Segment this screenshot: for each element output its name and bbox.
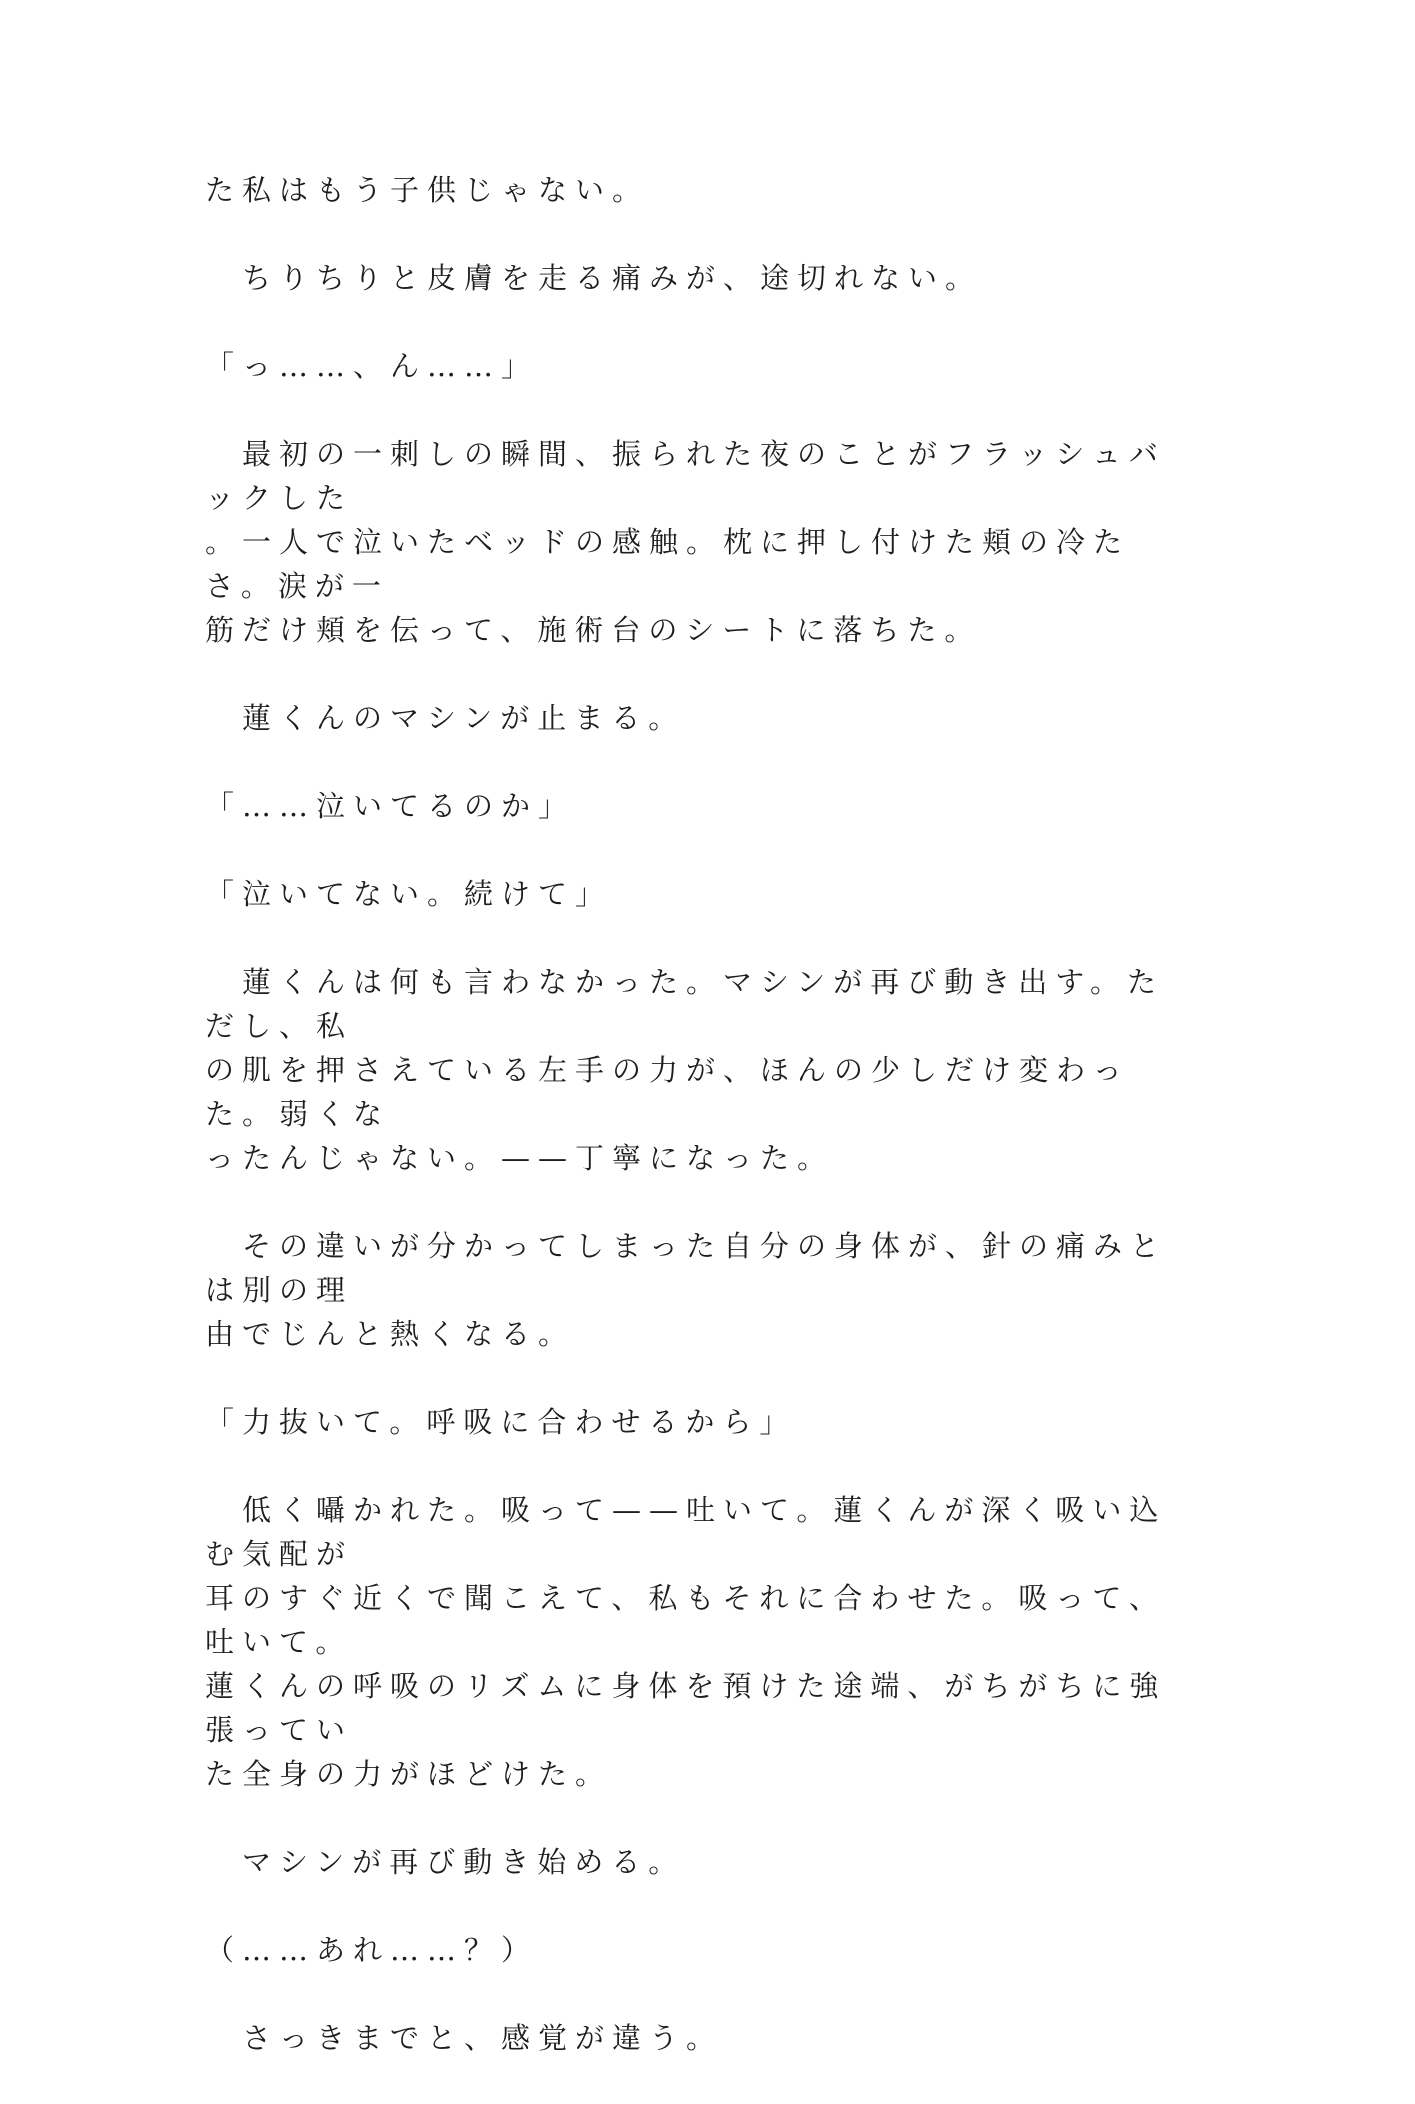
paragraph: マシンが再び動き始める。 xyxy=(205,1845,686,1879)
dialogue-line: 「……泣いてるのか」 xyxy=(205,789,576,823)
body-text xyxy=(205,168,1195,2104)
paragraph: その違いが分かってしまった自分の身体が、針の痛みとは別の理 由でじんと熱くなる。 xyxy=(205,1229,1168,1351)
paragraph: さっきまでと、感覚が違う。 xyxy=(205,2021,724,2055)
inner-thought-line: （……あれ……？） xyxy=(205,1933,539,1967)
dialogue-line: 「っ……、ん……」 xyxy=(205,349,539,383)
paragraph: 最初の一刺しの瞬間、振られた夜のことがフラッシュバックした 。一人で泣いたベッドの感触。枕に押し付けた頬の冷たさ。涙が一 筋だけ頬を伝って、施術台のシートに落ちた。 xyxy=(205,437,1166,647)
paragraph: 蓮くんのマシンが止まる。 xyxy=(205,701,686,735)
paragraph: た私はもう子供じゃない。 xyxy=(205,173,650,207)
dialogue-line: 「泣いてない。続けて」 xyxy=(205,877,613,911)
paragraph: 低く囁かれた。吸って——吐いて。蓮くんが深く吸い込む気配が 耳のすぐ近くで聞こえて、私もそれに合わせた。吸って、吐いて。 蓮くんの呼吸のリズムに身体を預けた途端、がちがちに強張ってい た全身の力がほどけた。 xyxy=(205,1493,1167,1791)
paragraph: ちりちりと皮膚を走る痛みが、途切れない。 xyxy=(205,261,983,295)
paragraph: 蓮くんは何も言わなかった。マシンが再び動き出す。ただし、私 の肌を押さえている左手の力が、ほんの少しだけ変わった。弱くな ったんじゃない。——丁寧になった。 xyxy=(205,965,1164,1175)
dialogue-line: 「力抜いて。呼吸に合わせるから」 xyxy=(205,1405,797,1439)
